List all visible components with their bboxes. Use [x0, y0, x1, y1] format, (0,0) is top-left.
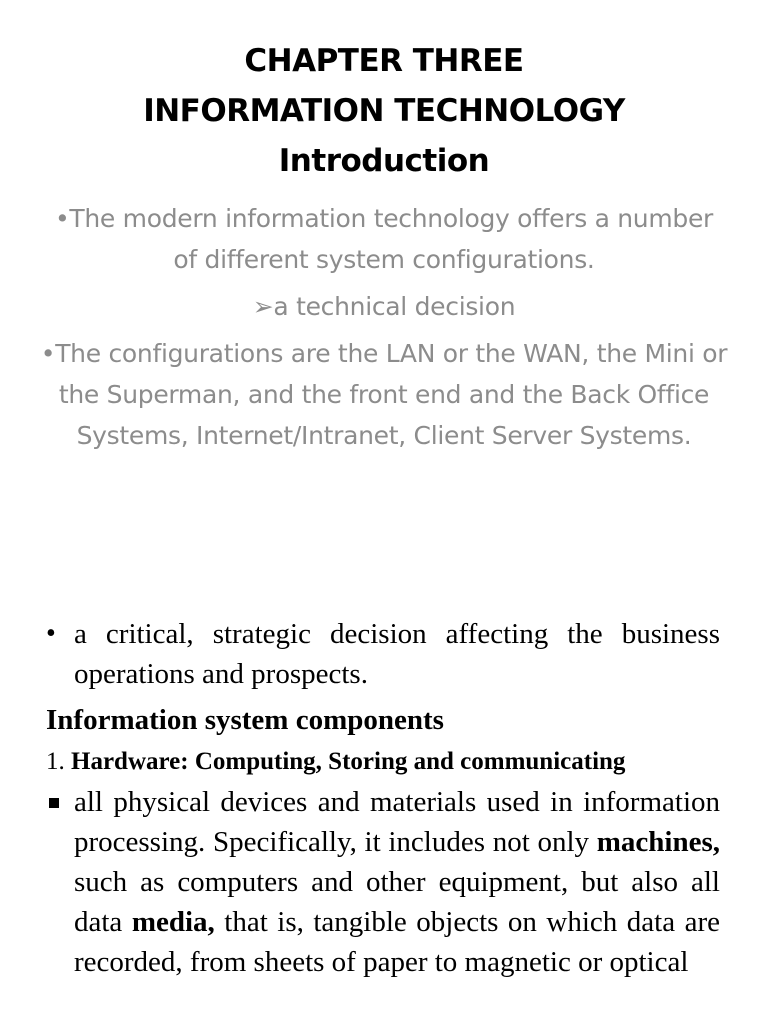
document-body	[46, 614, 720, 982]
intro-block	[40, 198, 728, 456]
slide-title	[0, 36, 768, 186]
hardware-description	[74, 782, 720, 982]
intro-paragraph-1: •The modern information technology offers a number of different system configurations.	[54, 204, 714, 274]
text-run: all physical devices and materials used in information processing. Specifically, it includes not only	[74, 786, 720, 858]
list-item	[46, 614, 720, 694]
arrow-bullet-icon: ➢	[252, 292, 274, 321]
bullet-icon: •	[46, 618, 56, 649]
bold-term-media: media,	[131, 906, 215, 938]
intro-paragraph-2: •The configurations are the LAN or the WAN, the Mini or the Superman, and the front end and the Back Office Systems, Internet/Intranet, Client Server Systems.	[40, 339, 728, 450]
numbered-index: 1.	[46, 748, 65, 775]
text-run: such as computers and other equipment, but also all data	[74, 866, 720, 938]
chapter-heading: CHAPTER THREE	[244, 43, 524, 79]
numbered-label: Hardware: Computing, Storing and communicating	[71, 748, 626, 775]
topic-heading: INFORMATION TECHNOLOGY	[143, 93, 625, 129]
intro-arrow-text: a technical decision	[273, 292, 516, 321]
text-run: that is, tangible objects on which data are recorded, from sheets of paper to magnetic or optical	[74, 906, 720, 978]
numbered-item	[46, 742, 720, 782]
bold-term-machines: machines,	[596, 826, 720, 858]
section-heading: Introduction	[278, 143, 490, 179]
list-item	[46, 782, 720, 982]
square-bullet-icon	[46, 782, 74, 822]
bullet-text: a critical, strategic decision affecting the business operations and prospects.	[74, 618, 720, 690]
intro-arrow-item	[40, 286, 728, 327]
components-heading: Information system components	[46, 704, 444, 736]
